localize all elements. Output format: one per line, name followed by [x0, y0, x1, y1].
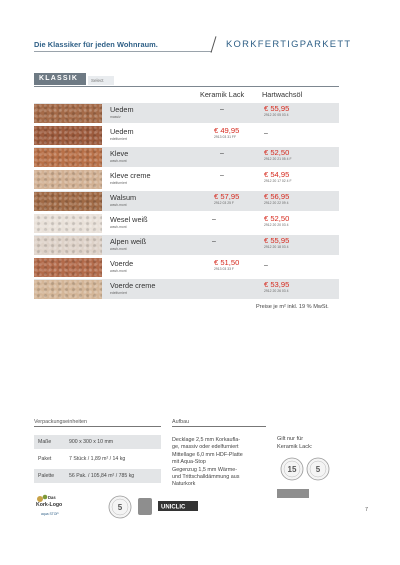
- product-description: edelfurniert: [110, 291, 127, 295]
- page-title: KORKFERTIGPARKETT: [226, 38, 352, 49]
- oil-article-number: 2912 20 05 03 4: [264, 113, 289, 117]
- lack-only-note-line: Keramik Lack:: [277, 443, 313, 450]
- lack-price: –: [212, 216, 216, 223]
- gray-badge: [138, 498, 152, 515]
- lack-price: –: [220, 172, 224, 179]
- lack-only-note: [277, 436, 312, 451]
- column-header-oil: Hartwachsöl: [262, 90, 303, 99]
- table-row: [34, 125, 339, 145]
- lack-price: –: [220, 150, 224, 157]
- lack-price: –: [212, 238, 216, 245]
- oil-price: –: [264, 130, 268, 137]
- product-name: Voerde: [110, 259, 134, 268]
- warranty-5-badge: [108, 495, 132, 519]
- construction-divider: [172, 426, 266, 427]
- column-header-lack: Keramik Lack: [200, 90, 245, 99]
- oil-article-number: 2912 20 20 03 4: [264, 223, 289, 227]
- lack-price: € 57,95: [214, 192, 240, 201]
- uniclic-label: UNICLIC: [161, 504, 186, 511]
- oil-price: € 52,50: [264, 148, 290, 157]
- product-name: Uedem: [110, 105, 134, 114]
- oil-price: € 56,95: [264, 192, 290, 201]
- product-name: Kleve creme: [110, 171, 151, 180]
- table-row: [34, 452, 161, 466]
- construction-line: Mittellage 6,0 mm HDF-Platte: [172, 451, 243, 458]
- product-description: edelfurniert: [110, 137, 127, 141]
- product-description: wash-mont: [110, 247, 127, 251]
- kork-logo: [34, 491, 70, 517]
- oil-price: € 54,95: [264, 170, 290, 179]
- lack-article-number: 2913 03 33 F: [214, 267, 234, 271]
- product-description: wash-mont: [110, 203, 127, 207]
- oil-article-number: 2912 20 26 03 4: [264, 289, 289, 293]
- packaging-divider: [34, 426, 161, 427]
- section-tag: Select: [88, 76, 114, 85]
- product-swatch: [34, 214, 102, 233]
- header-slash: [211, 36, 217, 53]
- lack-article-number: 2912 03 25 F: [214, 201, 234, 205]
- product-swatch: [34, 258, 102, 277]
- construction-line: mit Aqua-Stop: [172, 459, 206, 466]
- lack-price: –: [220, 106, 224, 113]
- product-swatch: [34, 170, 102, 189]
- table-row: [34, 279, 339, 299]
- product-name: Kleve: [110, 149, 129, 158]
- page-number: 7: [365, 507, 368, 513]
- packaging-title: Verpackungseinheiten: [34, 419, 88, 425]
- construction-line: ge, massiv oder edelfurniert: [172, 444, 239, 451]
- section-divider: [34, 86, 339, 87]
- product-swatch: [34, 192, 102, 211]
- packaging-value: 900 x 300 x 10 mm: [69, 439, 114, 445]
- lack-price: € 49,95: [214, 126, 240, 135]
- oil-price: € 55,95: [264, 236, 290, 245]
- construction-description: [172, 437, 266, 489]
- product-name: Uedem: [110, 127, 134, 136]
- construction-title: Aufbau: [172, 419, 190, 425]
- kork-logo-line1: Das: [48, 495, 56, 500]
- product-description: edelfurniert: [110, 181, 127, 185]
- oil-price: € 53,95: [264, 280, 290, 289]
- product-swatch: [34, 126, 102, 145]
- table-row: [34, 257, 339, 277]
- packaging-value: 56 Pak. / 105,84 m² / 785 kg: [69, 473, 135, 479]
- table-row: [34, 235, 339, 255]
- product-swatch: [34, 280, 102, 299]
- construction-line: und Trittschalldämmung aus: [172, 474, 240, 481]
- brochure-tagline: Die Klassiker für jeden Wohnraum.: [34, 40, 158, 49]
- gray-bar: [277, 489, 309, 498]
- table-row: [34, 169, 339, 189]
- product-name: Alpen weiß: [110, 237, 147, 246]
- table-row: [34, 435, 161, 449]
- product-description: wash-mont: [110, 159, 127, 163]
- oil-article-number: 2912 20 18 03 4: [264, 245, 289, 249]
- construction-line: Gegenzug 1,5 mm Wärme-: [172, 466, 238, 473]
- header-divider: [34, 51, 212, 52]
- table-row: [34, 191, 339, 211]
- packaging-value: 7 Stück / 1,89 m² / 14 kg: [69, 456, 126, 462]
- lack-only-note-line: Gilt nur für: [277, 436, 304, 442]
- product-name: Wesel weiß: [110, 215, 148, 224]
- uniclic-logo: [158, 499, 198, 513]
- product-name: Voerde creme: [110, 281, 156, 290]
- lack-price: € 51,50: [214, 258, 240, 267]
- warranty-5-value: 5: [117, 503, 123, 512]
- price-note: Preise je m² inkl. 19 % MwSt.: [256, 304, 329, 310]
- table-row: [34, 213, 339, 233]
- oil-price: € 55,95: [264, 104, 290, 113]
- product-description: wash-mont: [110, 225, 127, 229]
- warranty-5-badge: [306, 457, 330, 481]
- table-row: [34, 147, 339, 167]
- warranty-5-value: 5: [315, 465, 321, 474]
- construction-line: Naturkork: [172, 481, 196, 488]
- kork-logo-line2: Kork-Logo: [36, 502, 63, 508]
- lack-article-number: 2913 03 31 FF: [214, 135, 237, 139]
- oil-article-number: 2912 20 21 05 4 F: [264, 157, 292, 161]
- oil-article-number: 2912 20 17 02 4 F: [264, 179, 292, 183]
- oil-article-number: 2912 20 22 09 4: [264, 201, 289, 205]
- product-name: Walsum: [110, 193, 137, 202]
- warranty-15-value: 15: [287, 465, 297, 474]
- product-description: wash-mont: [110, 269, 127, 273]
- packaging-label: Maße: [38, 439, 52, 445]
- table-row: [34, 469, 161, 483]
- section-label: KLASSIK: [34, 73, 86, 85]
- oil-price: –: [264, 262, 268, 269]
- product-swatch: [34, 104, 102, 123]
- aqua-stop-label: aqua STOP: [41, 512, 59, 516]
- oil-price: € 52,50: [264, 214, 290, 223]
- warranty-15-badge: [280, 457, 304, 481]
- packaging-label: Palette: [38, 473, 55, 479]
- product-swatch: [34, 236, 102, 255]
- construction-line: Decklage 2,5 mm Korkaufla-: [172, 437, 241, 443]
- table-row: [34, 103, 339, 123]
- packaging-label: Paket: [38, 456, 52, 462]
- product-swatch: [34, 148, 102, 167]
- product-description: massiv: [110, 115, 121, 119]
